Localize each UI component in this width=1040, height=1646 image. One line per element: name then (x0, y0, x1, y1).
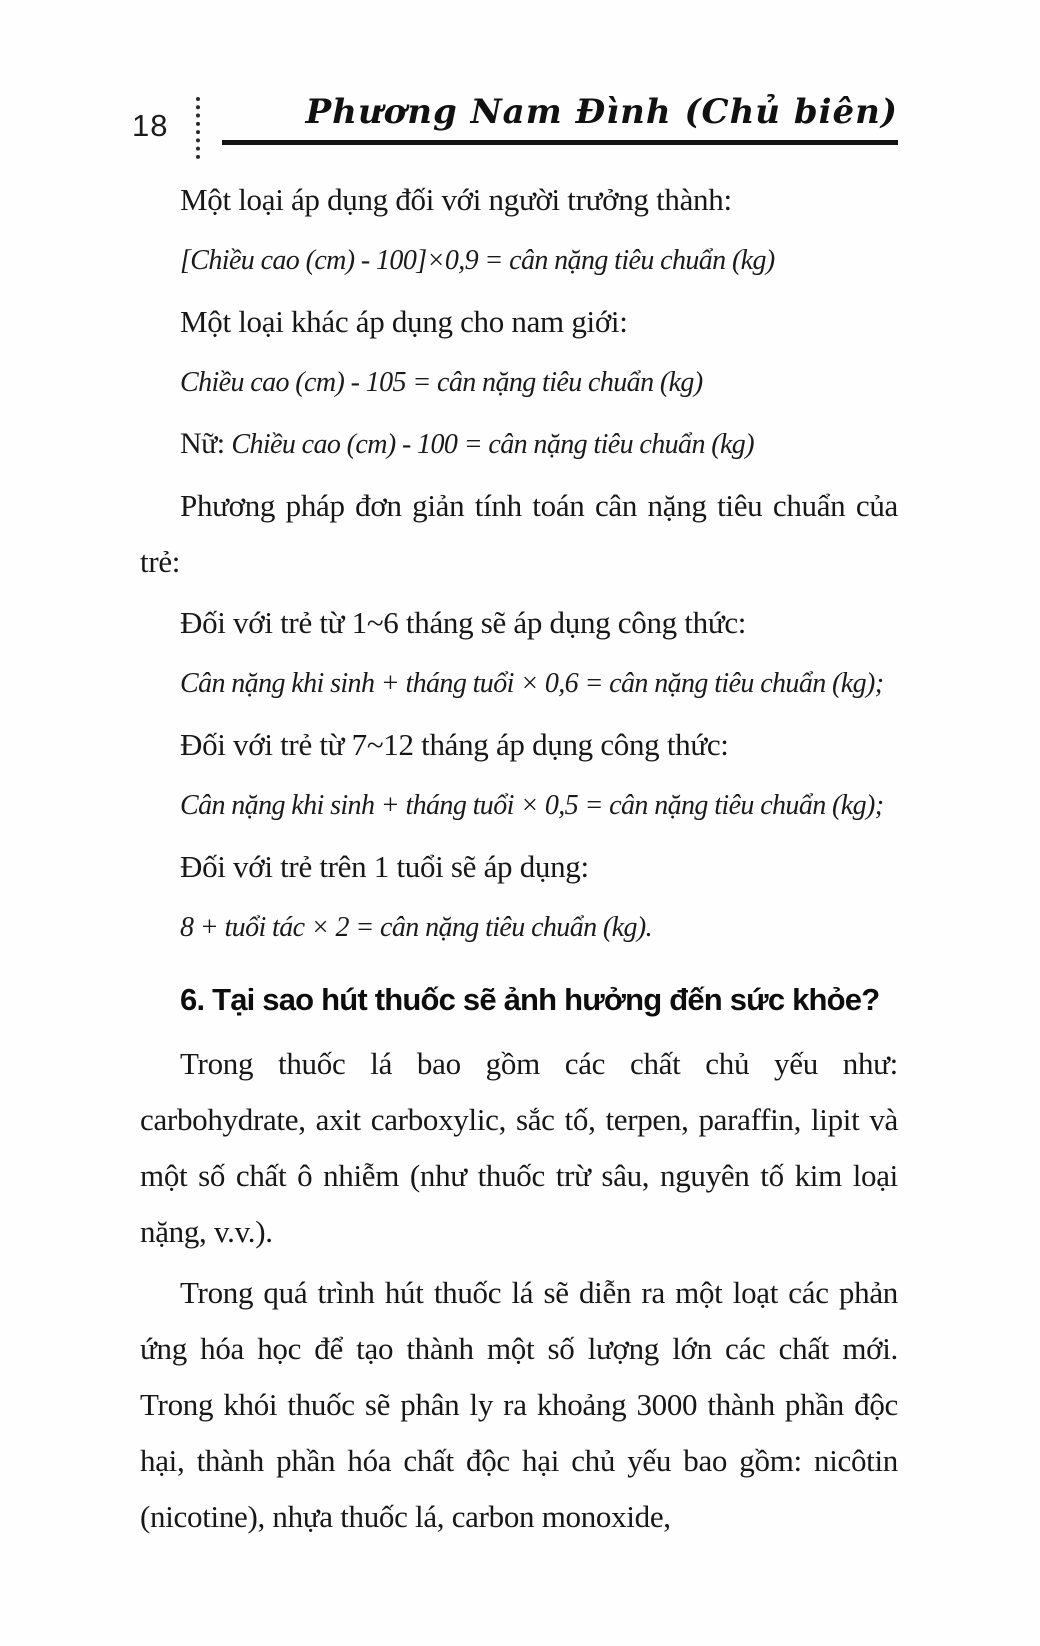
body-paragraph: Trong thuốc lá bao gồm các chất chủ yếu như: carbohydrate, axit carboxylic, sắc tố, terpen, paraffin, lipit và một số chất ô nhiễm (như thuốc trừ sâu, nguyên tố kim loại nặng, v.v.). (140, 1046, 898, 1249)
body-paragraph: Một loại khác áp dụng cho nam giới: (180, 304, 628, 339)
body-paragraph: Một loại áp dụng đối với người trưởng thành: (180, 182, 732, 217)
page-content (140, 172, 898, 1550)
formula-line: Cân nặng khi sinh + tháng tuổi × 0,6 = cân nặng tiêu chuẩn (kg); (180, 668, 884, 699)
spine-chain-ornament (196, 97, 200, 159)
body-paragraph: Đối với trẻ trên 1 tuổi sẽ áp dụng: (180, 849, 589, 884)
body-paragraph: Trong quá trình hút thuốc lá sẽ diễn ra một loạt các phản ứng hóa học để tạo thành một số lượng lớn các chất mới. Trong khói thuốc sẽ phân ly ra khoảng 3000 thành phần độc hại, thành phần hóa chất độc hại chủ yếu bao gồm: nicôtin (nicotine), nhựa thuốc lá, carbon monoxide, (140, 1275, 898, 1534)
section-heading: 6. Tại sao hút thuốc sẽ ảnh hưởng đến sức khỏe? (180, 982, 880, 1017)
label-segment: Nữ: (180, 427, 232, 460)
formula-line: Cân nặng khi sinh + tháng tuổi × 0,5 = cân nặng tiêu chuẩn (kg); (180, 790, 884, 821)
formula-segment: Chiều cao (cm) - 100 = cân nặng tiêu chuẩn (kg) (231, 429, 754, 460)
body-paragraph: Đối với trẻ từ 7~12 tháng áp dụng công thức: (180, 727, 729, 762)
body-paragraph: Đối với trẻ từ 1~6 tháng sẽ áp dụng công thức: (180, 605, 747, 640)
page-number: 18 (132, 108, 169, 143)
formula-line (140, 416, 898, 473)
running-header-title: Phương Nam Đình (Chủ biên) (305, 92, 898, 132)
formula-line: [Chiều cao (cm) - 100]×0,9 = cân nặng tiêu chuẩn (kg) (180, 245, 775, 276)
header-rule (222, 140, 898, 145)
formula-line: Chiều cao (cm) - 105 = cân nặng tiêu chuẩn (kg) (180, 367, 703, 398)
body-paragraph: Phương pháp đơn giản tính toán cân nặng tiêu chuẩn của trẻ: (140, 488, 898, 579)
formula-line: 8 + tuổi tác × 2 = cân nặng tiêu chuẩn (kg). (180, 912, 652, 943)
